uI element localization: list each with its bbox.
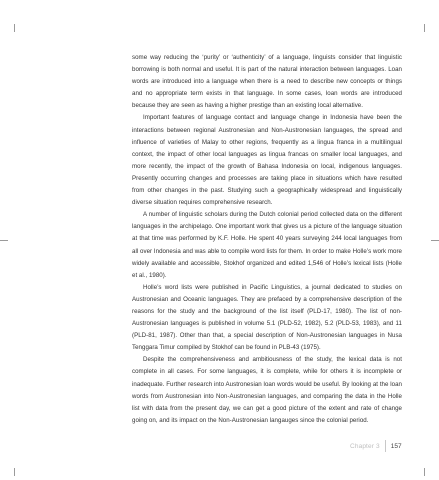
- crop-mark-right-mid: [431, 240, 439, 241]
- chapter-label: Chapter 3: [350, 442, 380, 450]
- page-number: 157: [390, 442, 402, 450]
- crop-mark-bottom-right: [424, 468, 425, 476]
- crop-mark-bottom-left: [14, 468, 15, 476]
- paragraph-colonial-scholars: A number of linguistic scholars during the Dutch colonial period collected data on the different languages in the archipelago. One important work that gives us a picture of the language situation at that time was performed by K.F. Holle. He spent 40 years surveying 244 local languages from all over Indonesia and was able to compile word lists for them. In order to make Holle’s work more widely available and accessible, Stokhof organized and edited 1,546 of Holle’s lexical lists (Holle et al., 1980).: [132, 211, 402, 279]
- paragraph-lexical-data: Despite the comprehensiveness and ambitiousness of the study, the lexical data is not complete in all cases. For some languages, it is complete, while for others it is incomplete or inadequate. Further research into Austronesian loan words would be useful. By looking at the loan words from Austronesian into Non-Austronesian languages, and comparing the data in the Holle list with data from the present day, we can get a good picture of the extent and rate of change going on, and its impact on the Non-Austronesian langauges since the colonial period.: [132, 356, 402, 424]
- paragraph-language-contact: Important features of language contact and language change in Indonesia have been the interactions between regional Austronesian and Non-Austronesian languages, the spread and influence of varieties of Malay to other regions, frequently as a lingua franca in a multilingual context, the impact of other local languages as lingua francas on smaller local languages, and more recently, the impact of the growth of Bahasa Indonesia on local, indigenous languages. Presently occurring changes and processes are taking place in situations which have resulted from other changes in the past. Studying such a geographically widespread and linguistically diverse situation requires comprehensive research.: [132, 114, 402, 207]
- paragraph-continuation: some way reducing the ‘purity’ or ‘authenticity’ of a language, linguists consider that linguistic borrowing is both normal and useful. It is part of the natural interaction between languages. Loan words are introduced into a language when there is a need to describe new concepts or things and no appropriate term exists in that language. In some cases, loan words are introduced because they are seen as having a higher prestige than an existing local alternative.: [132, 54, 402, 110]
- crop-mark-left-mid: [0, 240, 8, 241]
- paragraph-holle-word-lists: Holle’s word lists were published in Pacific Linguistics, a journal dedicated to studies on Austronesian and Oceanic languages. They are prefaced by a comprehensive description of the reasons for the study and the background of the list itself (PLD-17, 1980). The list of non-Austronesian languages is published in volume 5.1 (PLD-52, 1982), 5.2 (PLD-53, 1983), and 11 (PLD-81, 1987). Other than that, a special description of Non-Austronesian languages in Nusa Tenggara Timur compiled by Stokhof can be found in PLB-43 (1975).: [132, 283, 402, 352]
- body-text: [132, 52, 402, 427]
- crop-mark-top-left: [14, 24, 15, 32]
- crop-mark-top-right: [424, 24, 425, 32]
- footer-divider: [385, 440, 386, 452]
- page-footer: [350, 440, 402, 452]
